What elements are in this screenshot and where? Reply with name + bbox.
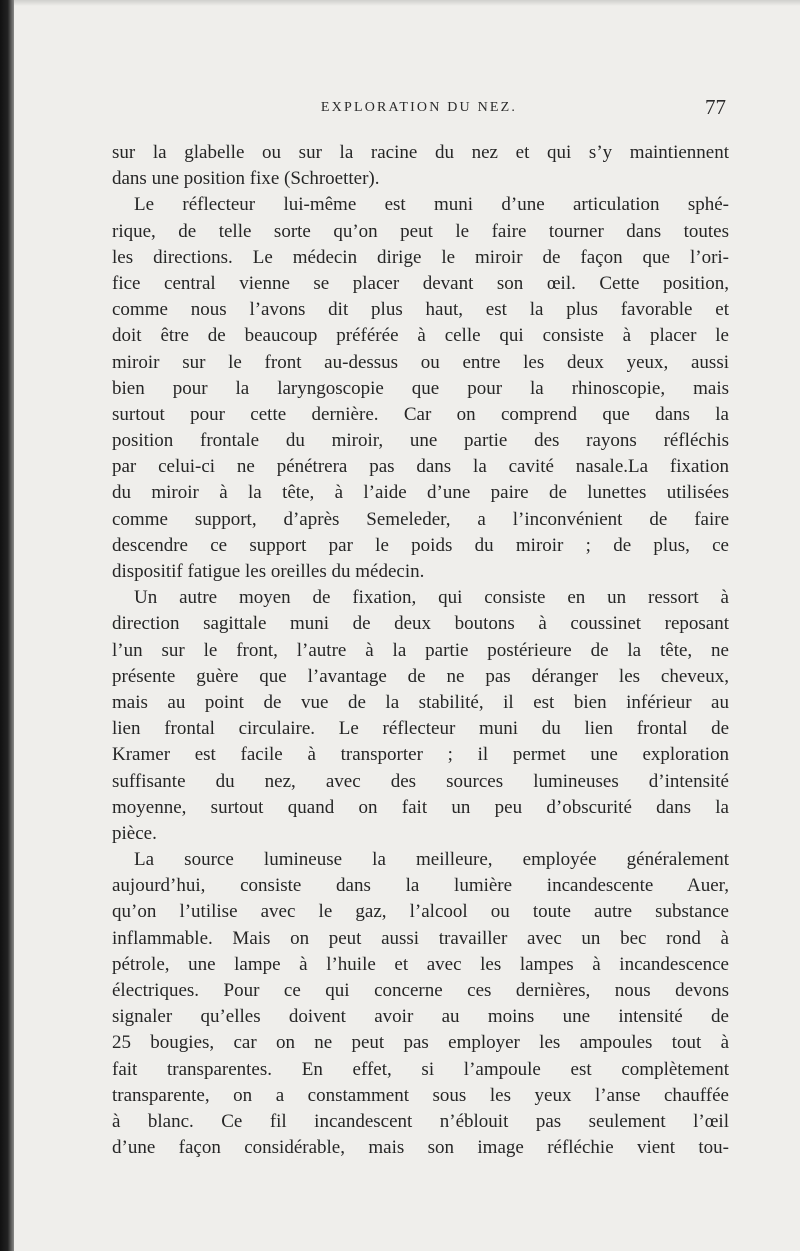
text-line: dispositif fatigue les oreilles du médecin. — [112, 561, 425, 582]
text-line: Un autre moyen de fixation, qui consiste en un ressort à — [134, 587, 729, 609]
text-line: l’un sur le front, l’autre à la partie postérieure de la tête, ne — [112, 639, 729, 661]
text-line: surtout pour cette dernière. Car on comprend que dans la — [112, 403, 729, 425]
text-line: transparente, on a constamment sous les yeux l’anse chauffée — [112, 1084, 729, 1106]
body-text — [112, 140, 729, 1161]
text-line: électriques. Pour ce qui concerne ces dernières, nous devons — [112, 980, 729, 1001]
text-line: les directions. Le médecin dirige le miroir de façon que l’ori- — [112, 246, 729, 268]
text-line: descendre ce support par le poids du miroir ; de plus, ce — [112, 534, 729, 556]
text-line: inflammable. Mais on peut aussi travailler avec un bec rond à — [112, 927, 729, 949]
text-line: aujourd’hui, consiste dans la lumière incandescente Auer, — [112, 875, 729, 897]
text-line: mais au point de vue de la stabilité, il est bien inférieur au — [112, 691, 729, 713]
text-line: 25 bougies, car on ne peut pas employer les ampoules tout à — [112, 1032, 729, 1054]
text-line: position frontale du miroir, une partie des rayons réfléchis — [112, 430, 729, 452]
text-line: fice central vienne se placer devant son œil. Cette position, — [112, 272, 729, 294]
page-header — [108, 96, 730, 126]
text-line: doit être de beaucoup préférée à celle qui consiste à placer le — [112, 325, 729, 347]
text-line: présente guère que l’avantage de ne pas déranger les cheveux, — [112, 665, 729, 687]
text-line: d’une façon considérable, mais son image réfléchie vient tou- — [112, 1137, 729, 1159]
text-line: moyenne, surtout quand on fait un peu d’obscurité dans la — [112, 796, 729, 818]
text-line: du miroir à la tête, à l’aide d’une paire de lunettes utilisées — [112, 482, 729, 504]
text-line: direction sagittale muni de deux boutons à coussinet reposant — [112, 613, 729, 635]
text-line: comme nous l’avons dit plus haut, est la plus favorable et — [112, 299, 729, 321]
text-line: lien frontal circulaire. Le réflecteur muni du lien frontal de — [112, 718, 729, 740]
text-line: comme support, d’après Semeleder, a l’inconvénient de faire — [112, 508, 729, 530]
text-line: pièce. — [112, 822, 157, 844]
text-line: bien pour la laryngoscopie que pour la rhinoscopie, mais — [112, 377, 729, 399]
text-line: à blanc. Ce fil incandescent n’éblouit pas seulement l’œil — [112, 1110, 729, 1132]
text-line: par celui-ci ne pénétrera pas dans la cavité nasale.La fixation — [112, 456, 729, 478]
page-top-edge — [14, 0, 800, 6]
page-number: 77 — [705, 95, 726, 119]
text-line: Kramer est facile à transporter ; il permet une exploration — [112, 744, 729, 766]
text-line: suffisante du nez, avec des sources lumineuses d’intensité — [112, 770, 729, 792]
text-line: sur la glabelle ou sur la racine du nez et qui s’y maintiennent — [112, 142, 729, 163]
book-spine-shadow — [0, 0, 14, 1251]
text-line: rique, de telle sorte qu’on peut le faire tourner dans toutes — [112, 220, 729, 242]
text-line: fait transparentes. En effet, si l’ampoule est complètement — [112, 1058, 729, 1080]
text-line: miroir sur le front au-dessus ou entre les deux yeux, aussi — [112, 351, 729, 373]
text-line: Le réflecteur lui-même est muni d’une articulation sphé- — [134, 194, 729, 216]
text-line: dans une position fixe (Schroetter). — [112, 168, 380, 190]
text-line: La source lumineuse la meilleure, employée généralement — [134, 849, 729, 871]
text-line: qu’on l’utilise avec le gaz, l’alcool ou toute autre substance — [112, 901, 729, 923]
text-line: pétrole, une lampe à l’huile et avec les lampes à incandescence — [112, 953, 729, 975]
running-title: EXPLORATION DU NEZ. — [320, 100, 518, 115]
text-line: signaler qu’elles doivent avoir au moins une intensité de — [112, 1006, 729, 1028]
